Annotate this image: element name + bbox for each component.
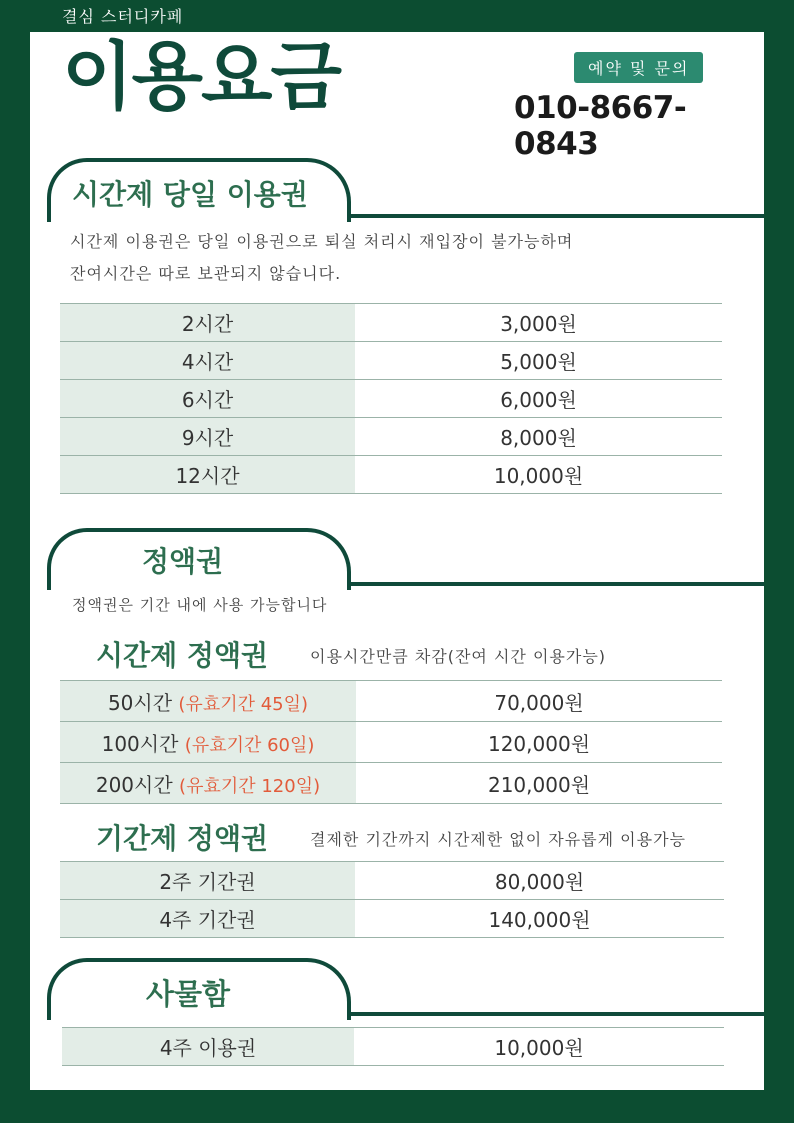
period-pass-table xyxy=(60,861,724,938)
section-title-pass: 정액권 xyxy=(142,545,224,578)
price-sheet xyxy=(30,32,764,1090)
ticket-label: 50시간 xyxy=(107,690,173,715)
table-row xyxy=(60,722,722,763)
ticket-label-cell xyxy=(60,681,356,722)
validity-note: (유효기간 45일) xyxy=(178,693,309,715)
section-title-locker: 사물함 xyxy=(146,977,231,1011)
section-rule-hourly xyxy=(347,214,764,218)
section-title-hourly: 시간제 당일 이용권 xyxy=(72,178,308,211)
brand-name: 결심 스터디카페 xyxy=(62,7,184,26)
ticket-label-cell xyxy=(60,763,356,804)
table-row xyxy=(60,763,722,804)
ticket-label: 4주 이용권 xyxy=(62,1028,354,1066)
ticket-price: 5,000원 xyxy=(355,342,722,380)
table-row xyxy=(60,862,724,900)
section-rule-pass xyxy=(347,582,764,586)
ticket-price: 210,000원 xyxy=(356,763,722,804)
ticket-label: 100시간 xyxy=(101,731,179,756)
validity-note: (유효기간 120일) xyxy=(179,775,321,797)
table-row xyxy=(60,380,722,418)
time-pass-title: 시간제 정액권 xyxy=(96,639,269,672)
table-row xyxy=(60,681,722,722)
table-row xyxy=(60,418,722,456)
ticket-label: 6시간 xyxy=(60,380,355,418)
contact-phone[interactable]: 010-8667-0843 xyxy=(514,90,687,162)
table-row xyxy=(60,304,722,342)
hourly-desc-line2: 잔여시간은 따로 보관되지 않습니다. xyxy=(70,264,342,283)
section-rule-locker xyxy=(347,1012,764,1016)
ticket-label-cell xyxy=(60,722,356,763)
ticket-price: 6,000원 xyxy=(355,380,722,418)
time-pass-table xyxy=(60,680,722,804)
ticket-label: 200시간 xyxy=(95,772,173,797)
ticket-label: 4시간 xyxy=(60,342,355,380)
ticket-price: 8,000원 xyxy=(355,418,722,456)
ticket-price: 3,000원 xyxy=(355,304,722,342)
locker-table xyxy=(62,1027,724,1066)
ticket-price: 140,000원 xyxy=(355,900,724,938)
ticket-price: 10,000원 xyxy=(354,1028,724,1066)
ticket-label: 2시간 xyxy=(60,304,355,342)
table-row xyxy=(60,456,722,494)
pass-desc: 정액권은 기간 내에 사용 가능합니다 xyxy=(72,596,328,614)
page-title: 이용요금 xyxy=(62,34,340,120)
period-pass-desc: 결제한 기간까지 시간제한 없이 자유롭게 이용가능 xyxy=(310,830,687,849)
table-row xyxy=(60,900,724,938)
ticket-label: 12시간 xyxy=(60,456,355,494)
ticket-label: 9시간 xyxy=(60,418,355,456)
hourly-desc-line1: 시간제 이용권은 당일 이용권으로 퇴실 처리시 재입장이 불가능하며 xyxy=(70,232,574,251)
period-pass-title: 기간제 정액권 xyxy=(96,822,269,855)
ticket-price: 80,000원 xyxy=(355,862,724,900)
validity-note: (유효기간 60일) xyxy=(184,734,315,756)
ticket-price: 70,000원 xyxy=(356,681,722,722)
ticket-label: 2주 기간권 xyxy=(60,862,355,900)
ticket-label: 4주 기간권 xyxy=(60,900,355,938)
table-row xyxy=(60,342,722,380)
ticket-price: 120,000원 xyxy=(356,722,722,763)
hourly-price-table xyxy=(60,303,722,494)
table-row xyxy=(62,1028,724,1066)
contact-badge: 예약 및 문의 xyxy=(574,52,703,83)
ticket-price: 10,000원 xyxy=(355,456,722,494)
time-pass-desc: 이용시간만큼 차감(잔여 시간 이용가능) xyxy=(310,647,607,666)
